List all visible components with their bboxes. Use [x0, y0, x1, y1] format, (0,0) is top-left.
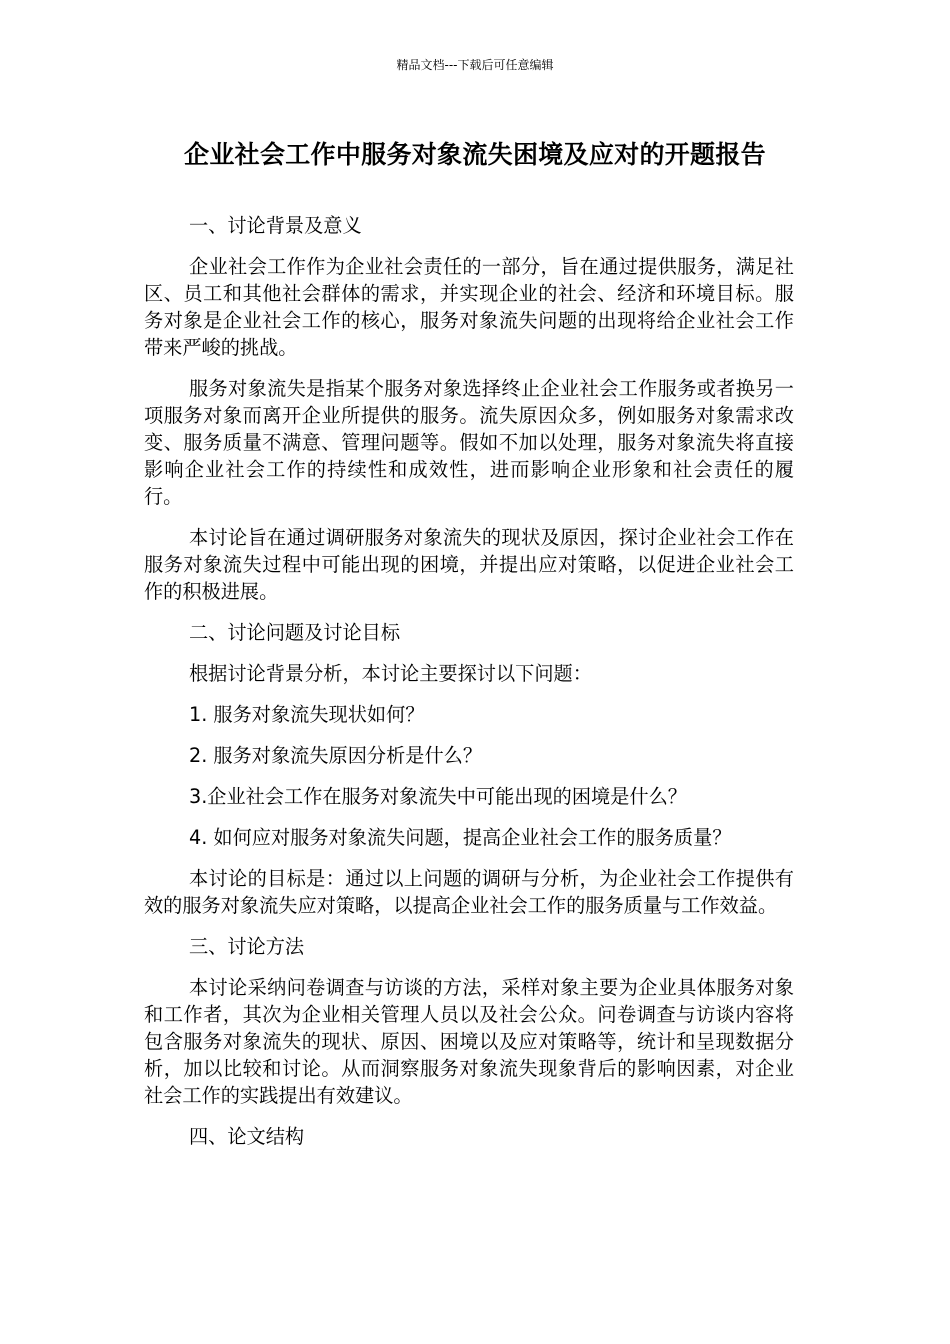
document-body — [144, 212, 794, 1164]
paragraph-intro: 企业社会工作作为企业社会责任的一部分，旨在通过提供服务，满足社区、员工和其他社会群体的需求，并实现企业的社会、经济和环境目标。服务对象是企业社会工作的核心，服务对象流失问题的出现将给企业社会工作带来严峻的挑战。 — [144, 255, 794, 359]
paragraph-research-goal: 本讨论的目标是：通过以上问题的调研与分析，为企业社会工作提供有效的服务对象流失应对策略，以提高企业社会工作的服务质量与工作效益。 — [144, 867, 794, 917]
paragraph-churn-definition: 服务对象流失是指某个服务对象选择终止企业社会工作服务或者换另一项服务对象而离开企业所提供的服务。流失原因众多，例如服务对象需求改变、服务质量不满意、管理问题等。假如不加以处理，服务对象流失将直接影响企业社会工作的持续性和成效性，进而影响企业形象和社会责任的履行。 — [144, 377, 794, 508]
document-title: 企业社会工作中服务对象流失困境及应对的开题报告 — [184, 140, 766, 169]
page-header: 精品文档---下载后可任意编辑 — [396, 58, 554, 72]
section-heading-methods: 三、讨论方法 — [189, 935, 305, 958]
question-item-4: 4. 如何应对服务对象流失问题，提高企业社会工作的服务质量？ — [189, 826, 732, 849]
question-item-1: 1. 服务对象流失现状如何？ — [189, 703, 425, 726]
section-heading-structure: 四、论文结构 — [189, 1125, 305, 1148]
question-item-2: 2. 服务对象流失原因分析是什么？ — [189, 744, 483, 767]
paragraph-questions-intro: 根据讨论背景分析，本讨论主要探讨以下问题： — [189, 662, 592, 685]
paragraph-methods: 本讨论采纳问卷调查与访谈的方法，采样对象主要为企业具体服务对象和工作者，其次为企业相关管理人员以及社会公众。问卷调查与访谈内容将包含服务对象流失的现状、原因、困境以及应对策略等，统计和呈现数据分析，加以比较和讨论。从而洞察服务对象流失现象背后的影响因素，对企业社会工作的实践提出有效建议。 — [144, 976, 794, 1107]
section-heading-questions: 二、讨论问题及讨论目标 — [189, 621, 401, 644]
paragraph-research-aim: 本讨论旨在通过调研服务对象流失的现状及原因，探讨企业社会工作在服务对象流失过程中可能出现的困境，并提出应对策略，以促进企业社会工作的积极进展。 — [144, 526, 794, 603]
section-heading-background: 一、讨论背景及意义 — [189, 214, 362, 237]
question-item-3: 3.企业社会工作在服务对象流失中可能出现的困境是什么？ — [189, 785, 687, 808]
